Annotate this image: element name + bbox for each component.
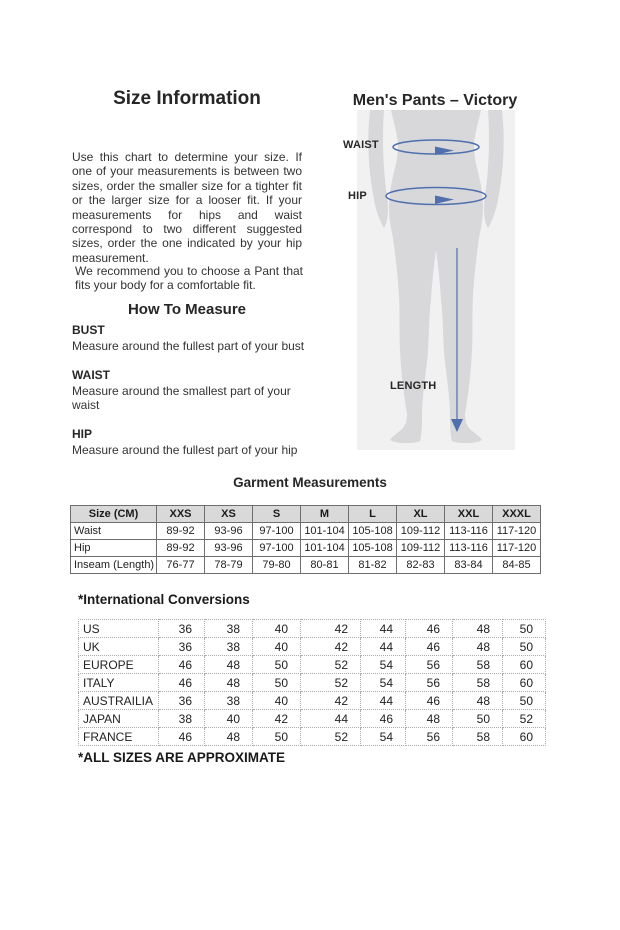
table-row — [79, 656, 546, 674]
value-cell: 46 — [159, 656, 205, 674]
measure-item-hip — [72, 427, 317, 457]
value-cell: 105-108 — [349, 523, 397, 540]
value-cell: 50 — [253, 674, 301, 692]
column-header: XXL — [445, 506, 493, 523]
diagram-hip-label: HIP — [348, 190, 367, 202]
how-to-measure-list — [72, 323, 317, 472]
measure-text: Measure around the fullest part of your hip — [72, 443, 298, 457]
measure-text: Measure around the smallest part of your waist — [72, 384, 291, 412]
row-label-cell: JAPAN — [79, 710, 159, 728]
measure-text: Measure around the fullest part of your bust — [72, 339, 305, 353]
value-cell: 78-79 — [205, 557, 253, 574]
value-cell: 76-77 — [157, 557, 205, 574]
value-cell: 58 — [453, 656, 503, 674]
value-cell: 42 — [253, 710, 301, 728]
value-cell: 50 — [253, 728, 301, 746]
value-cell: 44 — [361, 638, 406, 656]
value-cell: 60 — [503, 656, 546, 674]
row-label-cell: AUSTRAILIA — [79, 692, 159, 710]
value-cell: 36 — [159, 620, 205, 638]
row-label-cell: Inseam (Length) — [71, 557, 157, 574]
value-cell: 40 — [253, 692, 301, 710]
column-header: XXXL — [493, 506, 541, 523]
value-cell: 105-108 — [349, 540, 397, 557]
column-header: XS — [205, 506, 253, 523]
measure-item-waist — [72, 368, 317, 412]
row-label-cell: ITALY — [79, 674, 159, 692]
garment-measurements-table — [70, 505, 541, 574]
value-cell: 101-104 — [301, 540, 349, 557]
value-cell: 80-81 — [301, 557, 349, 574]
value-cell: 38 — [205, 620, 253, 638]
value-cell: 44 — [361, 620, 406, 638]
value-cell: 46 — [406, 620, 453, 638]
diagram-waist-label: WAIST — [343, 139, 379, 151]
value-cell: 84-85 — [493, 557, 541, 574]
value-cell: 48 — [205, 656, 253, 674]
value-cell: 54 — [361, 728, 406, 746]
value-cell: 56 — [406, 674, 453, 692]
garment-measurements-title: Garment Measurements — [233, 475, 387, 490]
value-cell: 44 — [301, 710, 361, 728]
value-cell: 42 — [301, 638, 361, 656]
measure-item-bust — [72, 323, 317, 353]
measure-label: WAIST — [72, 368, 110, 382]
table-row — [79, 674, 546, 692]
body-silhouette-figure — [357, 110, 515, 450]
table-row — [71, 523, 541, 540]
value-cell: 79-80 — [253, 557, 301, 574]
value-cell: 52 — [301, 728, 361, 746]
value-cell: 38 — [205, 692, 253, 710]
value-cell: 56 — [406, 656, 453, 674]
row-label-cell: US — [79, 620, 159, 638]
value-cell: 52 — [503, 710, 546, 728]
international-conversions-title: *International Conversions — [78, 592, 250, 607]
value-cell: 89-92 — [157, 540, 205, 557]
column-header: XL — [397, 506, 445, 523]
value-cell: 83-84 — [445, 557, 493, 574]
value-cell: 50 — [503, 620, 546, 638]
value-cell: 60 — [503, 728, 546, 746]
value-cell: 58 — [453, 728, 503, 746]
row-label-cell: EUROPE — [79, 656, 159, 674]
column-header: XXS — [157, 506, 205, 523]
value-cell: 101-104 — [301, 523, 349, 540]
diagram-length-label: LENGTH — [390, 380, 437, 392]
value-cell: 109-112 — [397, 540, 445, 557]
table-row — [71, 557, 541, 574]
table-row — [79, 728, 546, 746]
value-cell: 82-83 — [397, 557, 445, 574]
table-row — [79, 620, 546, 638]
value-cell: 109-112 — [397, 523, 445, 540]
value-cell: 50 — [503, 692, 546, 710]
row-label-cell: FRANCE — [79, 728, 159, 746]
body-silhouette-icon — [368, 110, 503, 443]
value-cell: 93-96 — [205, 540, 253, 557]
row-label-cell: Hip — [71, 540, 157, 557]
value-cell: 48 — [205, 674, 253, 692]
value-cell: 60 — [503, 674, 546, 692]
sizes-approximate-footnote: *ALL SIZES ARE APPROXIMATE — [78, 750, 286, 765]
value-cell: 97-100 — [253, 540, 301, 557]
value-cell: 48 — [205, 728, 253, 746]
value-cell: 38 — [159, 710, 205, 728]
value-cell: 50 — [503, 638, 546, 656]
value-cell: 46 — [159, 728, 205, 746]
column-header: Size (CM) — [71, 506, 157, 523]
page-title: Size Information — [113, 88, 261, 109]
column-header: S — [253, 506, 301, 523]
value-cell: 46 — [159, 674, 205, 692]
international-conversions-table — [78, 619, 546, 746]
value-cell: 38 — [205, 638, 253, 656]
intro-paragraph: Use this chart to determine your size. If one of your measurements is between two sizes, order the smaller size for a tighter fit or the larger size for a looser fit. If your measurements for hips and waist correspond to two different suggested sizes, order the one indicated by your hip measurement. — [72, 150, 302, 265]
value-cell: 40 — [205, 710, 253, 728]
value-cell: 40 — [253, 638, 301, 656]
table-row — [79, 638, 546, 656]
value-cell: 117-120 — [493, 540, 541, 557]
value-cell: 50 — [453, 710, 503, 728]
measurement-diagram — [357, 110, 515, 450]
value-cell: 93-96 — [205, 523, 253, 540]
value-cell: 48 — [453, 620, 503, 638]
table-row — [79, 692, 546, 710]
product-title: Men's Pants – Victory — [352, 92, 518, 109]
how-to-measure-title: How To Measure — [127, 301, 247, 318]
value-cell: 117-120 — [493, 523, 541, 540]
value-cell: 54 — [361, 674, 406, 692]
value-cell: 40 — [253, 620, 301, 638]
value-cell: 52 — [301, 674, 361, 692]
value-cell: 36 — [159, 692, 205, 710]
value-cell: 81-82 — [349, 557, 397, 574]
table-row — [79, 710, 546, 728]
value-cell: 113-116 — [445, 540, 493, 557]
column-header: L — [349, 506, 397, 523]
measure-label: HIP — [72, 427, 93, 441]
value-cell: 97-100 — [253, 523, 301, 540]
value-cell: 42 — [301, 692, 361, 710]
value-cell: 42 — [301, 620, 361, 638]
value-cell: 46 — [406, 638, 453, 656]
value-cell: 48 — [453, 692, 503, 710]
value-cell: 54 — [361, 656, 406, 674]
value-cell: 113-116 — [445, 523, 493, 540]
value-cell: 58 — [453, 674, 503, 692]
value-cell: 56 — [406, 728, 453, 746]
value-cell: 46 — [361, 710, 406, 728]
value-cell: 36 — [159, 638, 205, 656]
measure-label: BUST — [72, 323, 105, 337]
value-cell: 48 — [453, 638, 503, 656]
value-cell: 48 — [406, 710, 453, 728]
value-cell: 52 — [301, 656, 361, 674]
recommend-paragraph: We recommend you to choose a Pant that fits your body for a comfortable fit. — [75, 264, 303, 293]
table-header-row — [71, 506, 541, 523]
column-header: M — [301, 506, 349, 523]
row-label-cell: Waist — [71, 523, 157, 540]
value-cell: 89-92 — [157, 523, 205, 540]
value-cell: 46 — [406, 692, 453, 710]
value-cell: 50 — [253, 656, 301, 674]
value-cell: 44 — [361, 692, 406, 710]
row-label-cell: UK — [79, 638, 159, 656]
table-row — [71, 540, 541, 557]
